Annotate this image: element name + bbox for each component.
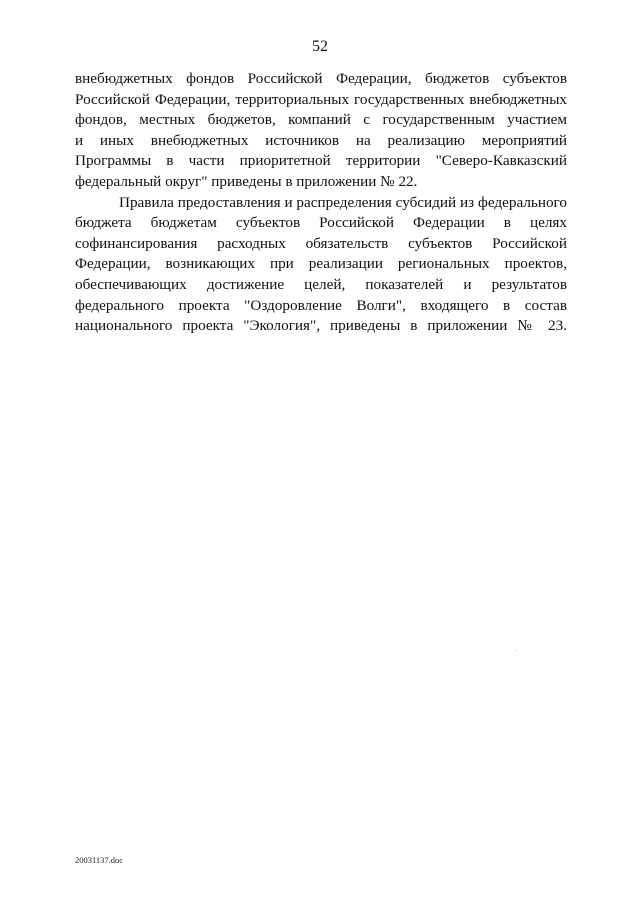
text-line: бюджета бюджетам субъектов Российской Федерации в целях [75, 214, 567, 232]
text-line: федеральный округ" приведены в приложении № 22. [75, 172, 418, 190]
text-line: Федерации, возникающих при реализации региональных проектов, [75, 255, 567, 273]
paragraph-1 [75, 69, 567, 193]
text-line: внебюджетных фондов Российской Федерации, бюджетов субъектов [75, 70, 567, 87]
document-body [75, 69, 567, 337]
text-line: Правила предоставления и распределения субсидий из федерального [119, 193, 567, 211]
document-file-code: 20031137.doc [75, 855, 124, 865]
scan-speck [515, 650, 516, 651]
text-line: Российской Федерации, территориальных государственных внебюджетных [75, 90, 567, 108]
text-line: фондов, местных бюджетов, компаний с государственным участием [75, 111, 567, 129]
text-line: Программы в части приоритетной территории "Северо-Кавказский [75, 152, 567, 170]
text-line: и иных внебюджетных источников на реализацию мероприятий [75, 131, 567, 149]
text-line: софинансирования расходных обязательств субъектов Российской [75, 234, 567, 252]
paragraph-2 [75, 193, 567, 337]
text-line: обеспечивающих достижение целей, показателей и результатов [75, 275, 567, 293]
text-line: национального проекта "Экология", приведены в приложении № 23. [75, 317, 567, 335]
text-line: федерального проекта "Оздоровление Волги", входящего в состав [75, 296, 567, 314]
page-number: 52 [312, 38, 328, 55]
